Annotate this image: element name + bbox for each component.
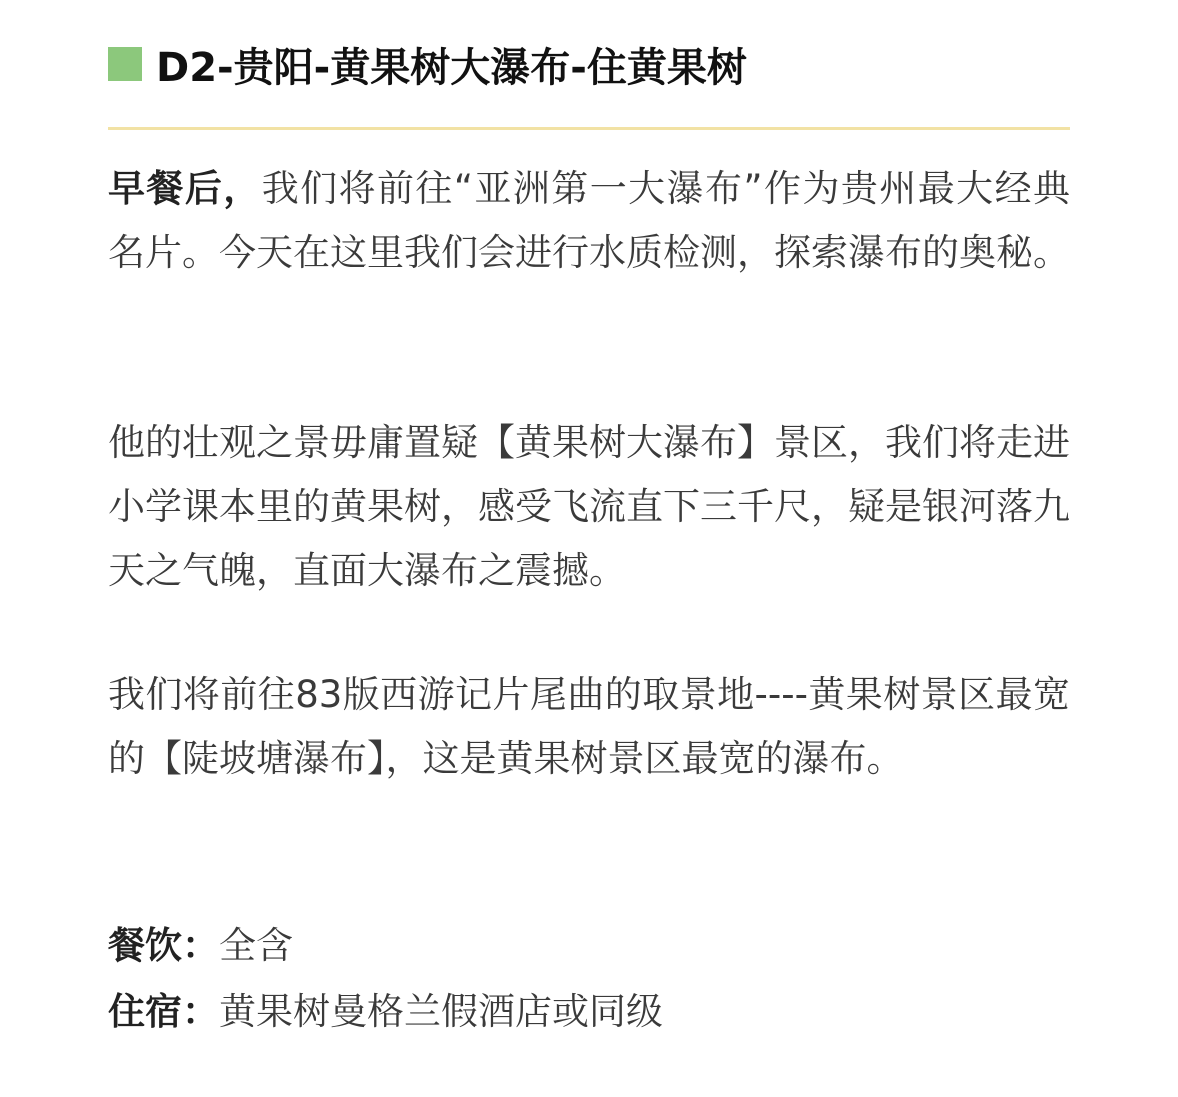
- paragraph-breakfast: [108, 157, 1070, 285]
- lodging-value: 黄果树曼格兰假酒店或同级: [219, 990, 663, 1033]
- dining-value: 全含: [219, 924, 293, 967]
- paragraph-lead: 早餐后，: [108, 167, 262, 210]
- paragraph-text: 我们将前往83版西游记片尾曲的取景地----黄果树景区最宽的【陡坡塘瀑布】，这是黄果树景区最宽的瀑布。: [108, 673, 1070, 780]
- paragraph-text: 我们将前往“亚洲第一大瀑布”作为贵州最大经典名片。今天在这里我们会进行水质检测，探索瀑布的奥秘。: [108, 167, 1071, 274]
- paragraph-text: 他的壮观之景毋庸置疑【黄果树大瀑布】景区，我们将走进小学课本里的黄果树，感受飞流直下三千尺，疑是银河落九天之气魄，直面大瀑布之震撼。: [108, 421, 1070, 592]
- paragraph-waterfall: [108, 411, 1070, 603]
- lodging-label: 住宿：: [108, 990, 219, 1033]
- dining-info: [108, 914, 1070, 978]
- lodging-info: [108, 980, 1070, 1044]
- day-title: D2-贵阳-黄果树大瀑布-住黄果树: [156, 44, 747, 91]
- paragraph-doupotang: [108, 663, 1070, 791]
- dining-label: 餐饮：: [108, 924, 219, 967]
- day-heading: [108, 38, 747, 90]
- heading-divider: [108, 127, 1070, 130]
- green-square-marker-icon: [108, 47, 142, 81]
